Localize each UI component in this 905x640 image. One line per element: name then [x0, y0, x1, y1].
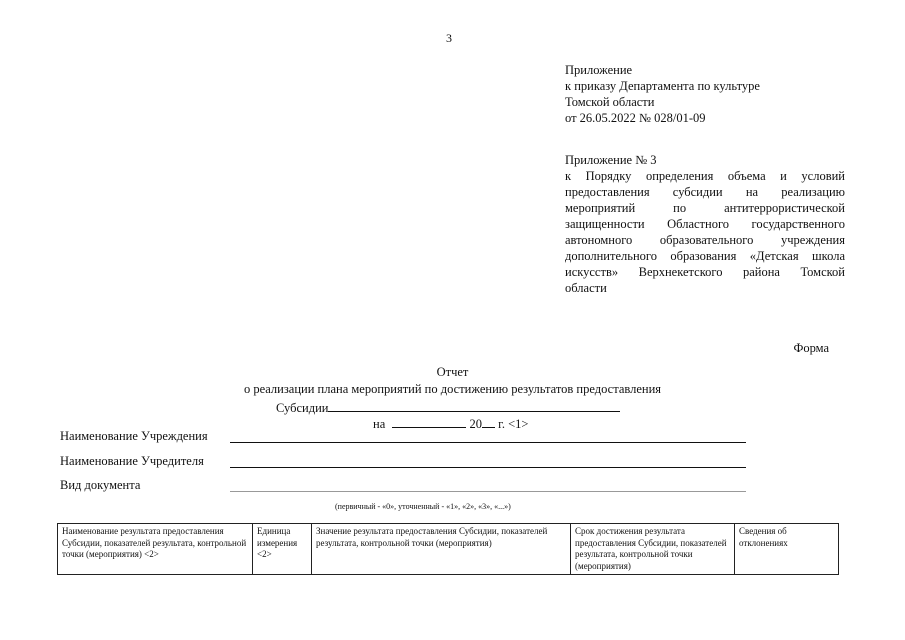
appendix-3-line: к Порядку определения объема и условий: [565, 169, 845, 183]
report-table: [57, 523, 839, 575]
appendix-1-line: от 26.05.2022 № 028/01-09: [565, 111, 706, 125]
header-cell: Наименование результата предоставления Субсидии, показателей результата, контрольной точки (мероприятия) <2>: [58, 524, 253, 575]
appendix-3-line: искусств» Верхнекетского района Томской: [565, 265, 845, 279]
appendix-3-line: предоставления субсидии на реализацию: [565, 185, 845, 199]
appendix-3-line: дополнительного образования «Детская школа: [565, 249, 845, 263]
year-blank[interactable]: [482, 414, 495, 428]
institution-field[interactable]: [230, 442, 746, 443]
appendix-3-line: мероприятий по антитеррористической: [565, 201, 845, 215]
appendix-1-line: к приказу Департамента по культуре: [565, 79, 760, 93]
founder-label: Наименование Учредителя: [60, 454, 204, 468]
on-word: на: [373, 417, 386, 431]
report-title: Отчет: [436, 365, 469, 379]
year-suffix: г. <1>: [498, 417, 529, 431]
header-cell: Значение результата предоставления Субсидии, показателей результата, контрольной точки (мероприятия): [312, 524, 571, 575]
header-cell: Сведения об отклонениях: [735, 524, 839, 575]
appendix-1-line: Приложение: [565, 63, 633, 77]
doc-type-hint: (первичный - «0», уточненный - «1», «2», «3», «...»): [335, 502, 511, 511]
doc-type-field[interactable]: [230, 491, 746, 492]
founder-field[interactable]: [230, 467, 746, 468]
appendix-3-title: Приложение № 3: [565, 153, 657, 167]
page-number: 3: [446, 31, 452, 45]
appendix-1-block: [565, 62, 855, 126]
subsidy-label: Субсидии: [276, 401, 329, 415]
header-cell: Единица измерения <2>: [253, 524, 312, 575]
date-blank[interactable]: [392, 414, 466, 428]
year-prefix: 20: [469, 417, 482, 431]
date-line: [373, 414, 573, 433]
institution-label: Наименование Учреждения: [60, 429, 208, 443]
header-cell: Срок достижения результата предоставления Субсидии, показателей результата, контрольной точки (мероприятия): [571, 524, 735, 575]
appendix-1-line: Томской области: [565, 95, 655, 109]
appendix-3-block: [565, 152, 845, 296]
report-subtitle: о реализации плана мероприятий по достижению результатов предоставления: [243, 382, 662, 396]
doc-type-label: Вид документа: [60, 478, 141, 492]
appendix-3-line: области: [565, 281, 607, 295]
form-label: Форма: [793, 341, 829, 355]
table-header-row: [58, 524, 839, 575]
appendix-3-line: автономного образовательного учреждения: [565, 233, 845, 247]
appendix-3-line: защищенности Областного государственного: [565, 217, 845, 231]
subsidy-blank[interactable]: [328, 398, 620, 412]
